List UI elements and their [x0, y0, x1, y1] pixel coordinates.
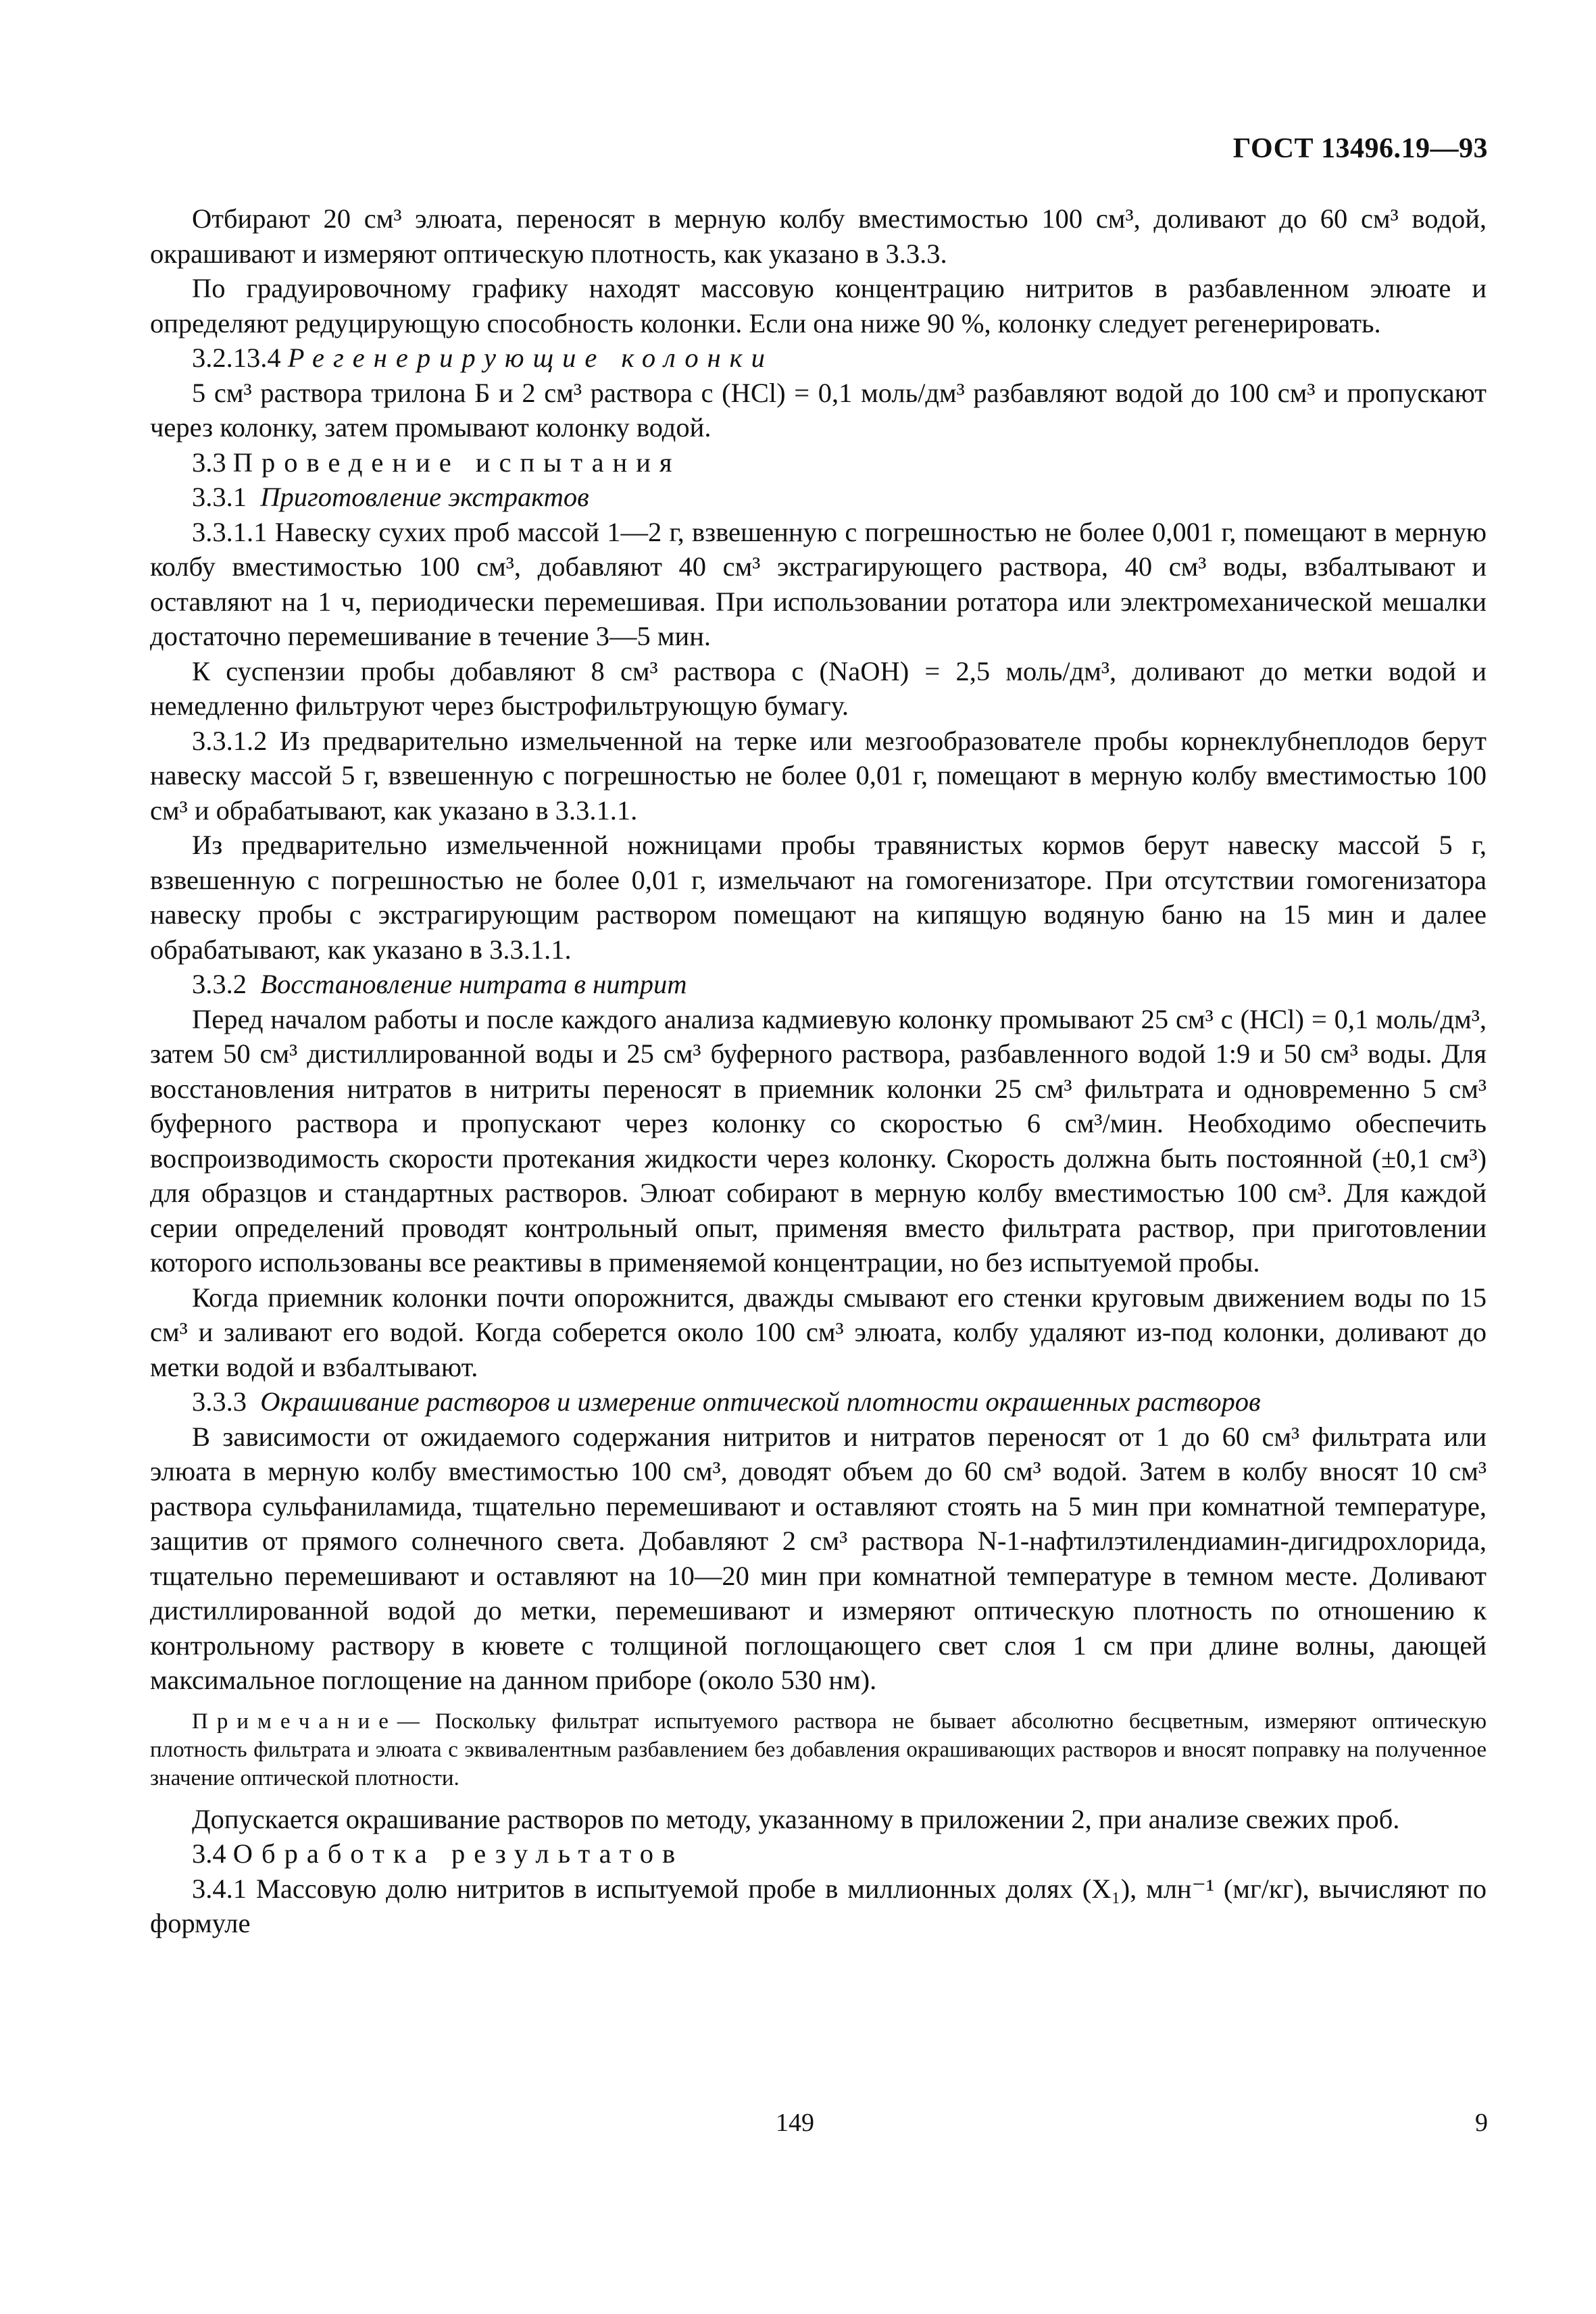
page-number-right: 9	[1475, 2109, 1488, 2137]
paragraph: 3.3.1.2 Из предварительно измельченной на терке или мезгообразователе пробы корнеклубнеплодов берут навеску массой 5 г, взвешенную с погрешностью не более 0,01 г, помещают в мерную колбу вместимостью 100 см³ и обрабатывают, как указано в 3.3.1.1.	[150, 725, 1487, 826]
paragraph: Из предварительно измельченной ножницами пробы травянистых кормов берут навеску массой 5 г, взвешенную с погрешностью не более 0,01 г, измельчают на гомогенизаторе. При отсутствии гомогенизатора навеску пробы с экстрагирующим раствором помещают на кипящую водяную баню на 15 мин и далее обрабатывают, как указано в 3.3.1.1.	[150, 830, 1487, 965]
note-text: — Поскольку фильтрат испытуемого раствора не бывает абсолютно бесцветным, измеряют оптическую плотность фильтрата и элюата с эквивалентным разбавлением без добавления окрашивающих растворов и вносят поправку на полученное значение оптической плотности.	[150, 1709, 1487, 1790]
paragraph: По градуировочному графику находят массовую концентрацию нитритов в разбавленном элюате и определяют редуцирующую способность колонки. Если она ниже 90 %, колонку следует регенерировать.	[150, 273, 1487, 338]
paragraph: 5 см³ раствора трилона Б и 2 см³ раствора c (HCl) = 0,1 моль/дм³ разбавляют водой до 100 см³ и пропускают через колонку, затем промывают колонку водой.	[150, 377, 1487, 443]
note-label: Примечание	[192, 1709, 397, 1734]
paragraph: Отбирают 20 см³ элюата, переносят в мерную колбу вместимостью 100 см³, доливают до 60 см³ водой, окрашивают и измеряют оптическую плотность, как указано в 3.3.3.	[150, 203, 1487, 269]
section-title: Проведение испытания	[232, 447, 681, 478]
page-number-center: 149	[776, 2109, 814, 2137]
section-title: Приготовление экстрактов	[260, 482, 589, 512]
section-heading-3-2-13-4	[150, 341, 1487, 376]
paragraph: Когда приемник колонки почти опорожнится, дважды смывают его стенки круговым движением воды по 15 см³ и заливают его водой. Когда соберется около 100 см³ элюата, колбу удаляют из-под колонки, доливают до метки водой и взбалтывают.	[150, 1282, 1487, 1382]
section-number: 3.3.1	[192, 482, 247, 512]
section-title: Обработка результатов	[232, 1838, 684, 1869]
section-heading-3-4	[150, 1836, 1487, 1871]
paragraph: 3.3.1.1 Навеску сухих проб массой 1—2 г, взвешенную с погрешностью не более 0,001 г, помещают в мерную колбу вместимостью 100 см³, добавляют 40 см³ экстрагирующего раствора, 40 см³ воды, взбалтывают и оставляют на 1 ч, периодически перемешивая. При использовании ротатора или электромеханической мешалки достаточно перемешивание в течение 3—5 мин.	[150, 516, 1487, 651]
paragraph: К суспензии пробы добавляют 8 см³ раствора c (NaOH) = 2,5 моль/дм³, доливают до метки водой и немедленно фильтруют через быстрофильтрующую бумагу.	[150, 655, 1487, 721]
paragraph: Допускается окрашивание растворов по методу, указанному в приложении 2, при анализе свежих проб.	[192, 1803, 1400, 1834]
section-heading-3-3-2	[150, 967, 1487, 1002]
section-number: 3.3.3	[192, 1386, 247, 1417]
section-number: 3.3.2	[192, 969, 247, 999]
section-heading-3-3-3	[150, 1384, 1487, 1419]
document-body	[150, 201, 1487, 1941]
paragraph: 3.4.1 Массовую долю нитритов в испытуемой пробе в миллионных долях (X₁), млн⁻¹ (мг/кг), вычисляют по формуле	[150, 1873, 1487, 1938]
section-number: 3.2.13.4	[192, 343, 281, 373]
section-number: 3.3	[192, 447, 226, 478]
paragraph: В зависимости от ожидаемого содержания нитритов и нитратов переносят от 1 до 60 см³ фильтрата или элюата в мерную колбу вместимостью 100 см³, доводят объем до 60 см³ водой. Затем в колбу вносят 10 см³ раствора сульфаниламида, тщательно перемешивают и оставляют стоять на 5 мин при комнатной температуре, защитив от прямого солнечного света. Добавляют 2 см³ раствора N-1-нафтилэтилендиамин-дигидрохлорида, тщательно перемешивают и оставляют на 10—20 мин при комнатной температуре в темном месте. Доливают дистиллированной водой до метки, перемешивают и измеряют оптическую плотность по отношению к контрольному раствору в кювете с толщиной поглощающего свет слоя 1 см при длине волны, дающей максимальное поглощение на данном приборе (около 530 нм).	[150, 1421, 1487, 1695]
section-title: Регенерирующие колонки	[287, 343, 774, 373]
note	[150, 1707, 1487, 1792]
paragraph: Перед началом работы и после каждого анализа кадмиевую колонку промывают 25 см³ c (HCl) = 0,1 моль/дм³, затем 50 см³ дистиллированной воды и 25 см³ буферного раствора, разбавленного водой 1:9 и 50 см³ воды. Для восстановления нитратов в нитриты переносят в приемник колонки 25 см³ фильтрата и одновременно 5 см³ буферного раствора и пропускают через колонку со скоростью 6 см³/мин. Необходимо обеспечить воспроизводимость скорости протекания жидкости через колонку. Скорость должна быть постоянной (±0,1 см³) для образцов и стандартных растворов. Элюат собирают в мерную колбу вместимостью 100 см³. Для каждой серии определений проводят контрольный опыт, применяя вместо фильтрата раствор, при приготовлении которого использованы все реактивы в применяемой концентрации, но без испытуемой пробы.	[150, 1003, 1487, 1278]
section-title: Окрашивание растворов и измерение оптической плотности окрашенных растворов	[260, 1386, 1261, 1417]
section-number: 3.4	[192, 1838, 226, 1869]
section-title: Восстановление нитрата в нитрит	[260, 969, 687, 999]
standard-number: ГОСТ 13496.19—93	[1232, 133, 1488, 164]
section-heading-3-3	[150, 445, 1487, 480]
section-heading-3-3-1	[150, 480, 1487, 515]
